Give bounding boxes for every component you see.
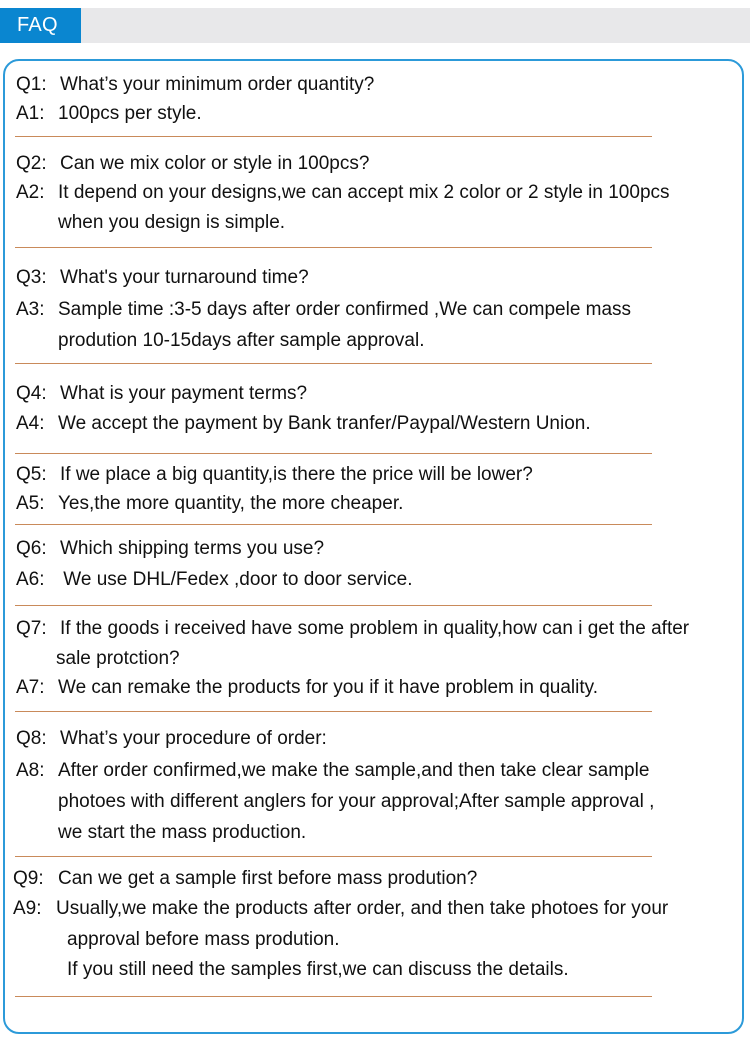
faq-divider (15, 856, 652, 857)
question-label: Q7: (16, 618, 47, 639)
question-text: What’s your minimum order quantity? (60, 74, 375, 95)
answer-continuation: approval before mass prodution. (67, 929, 340, 950)
question-text: Can we get a sample first before mass prodution? (58, 868, 478, 889)
faq-question-2 (16, 153, 369, 175)
faq-divider (15, 363, 652, 364)
question-label: Q6: (16, 538, 47, 559)
answer-continuation: photoes with different anglers for your approval;After sample approval , (58, 791, 655, 812)
answer-text: Usually,we make the products after order, and then take photoes for your (56, 898, 669, 919)
question-label: Q2: (16, 153, 47, 174)
answer-label: A3: (16, 299, 45, 320)
answer-label: A5: (16, 493, 45, 514)
faq-question-1 (16, 74, 374, 96)
faq-question-3 (16, 267, 309, 289)
question-text: If we place a big quantity,is there the price will be lower? (60, 464, 533, 485)
faq-answer-6 (16, 569, 412, 591)
answer-label: A2: (16, 182, 45, 203)
faq-answer-5 (16, 493, 403, 515)
faq-question-8 (16, 728, 327, 750)
question-label: Q5: (16, 464, 47, 485)
answer-text: It depend on your designs,we can accept mix 2 color or 2 style in 100pcs (58, 182, 670, 203)
question-text: Can we mix color or style in 100pcs? (60, 153, 370, 174)
faq-divider (15, 453, 652, 454)
answer-label: A4: (16, 413, 45, 434)
question-label: Q9: (13, 868, 44, 889)
header-bar (0, 8, 750, 43)
faq-answer-1 (16, 103, 202, 125)
question-text: What's your turnaround time? (60, 267, 309, 288)
faq-divider (15, 136, 652, 137)
question-label: Q3: (16, 267, 47, 288)
answer-continuation: we start the mass production. (58, 822, 307, 843)
answer-label: A6: (16, 569, 45, 590)
answer-label: A9: (13, 898, 42, 919)
faq-question-7 (16, 618, 689, 640)
answer-text: Sample time :3-5 days after order confirmed ,We can compele mass (58, 299, 632, 320)
faq-title-tab: FAQ (0, 8, 81, 43)
faq-divider (15, 247, 652, 248)
faq-divider (15, 605, 652, 606)
faq-answer-4 (16, 413, 591, 435)
question-label: Q8: (16, 728, 47, 749)
answer-label: A1: (16, 103, 45, 124)
faq-answer-7 (16, 677, 598, 699)
question-text: What is your payment terms? (60, 383, 308, 404)
question-continuation: sale protction? (56, 648, 180, 669)
answer-text: After order confirmed,we make the sample,and then take clear sample (58, 760, 650, 781)
faq-question-5 (16, 464, 533, 486)
answer-text: Yes,the more quantity, the more cheaper. (58, 493, 404, 514)
faq-divider (15, 996, 652, 997)
question-label: Q4: (16, 383, 47, 404)
answer-text: 100pcs per style. (58, 103, 202, 124)
question-text: If the goods i received have some problem in quality,how can i get the after (60, 618, 690, 639)
faq-question-9 (13, 868, 477, 890)
answer-continuation: when you design is simple. (58, 212, 286, 233)
answer-label: A7: (16, 677, 45, 698)
answer-text: We can remake the products for you if it have problem in quality. (58, 677, 599, 698)
question-text: What’s your procedure of order: (60, 728, 327, 749)
faq-divider (15, 524, 652, 525)
answer-continuation: If you still need the samples first,we can discuss the details. (67, 959, 569, 980)
faq-answer-2 (16, 182, 670, 204)
faq-divider (15, 711, 652, 712)
question-text: Which shipping terms you use? (60, 538, 325, 559)
faq-question-6 (16, 538, 324, 560)
faq-answer-3 (16, 299, 631, 321)
answer-text: We use DHL/Fedex ,door to door service. (58, 569, 413, 590)
faq-answer-8 (16, 760, 649, 782)
faq-question-4 (16, 383, 307, 405)
answer-label: A8: (16, 760, 45, 781)
question-label: Q1: (16, 74, 47, 95)
faq-answer-9 (13, 898, 668, 920)
answer-text: We accept the payment by Bank tranfer/Paypal/Western Union. (58, 413, 591, 434)
answer-continuation: prodution 10-15days after sample approval. (58, 330, 425, 351)
